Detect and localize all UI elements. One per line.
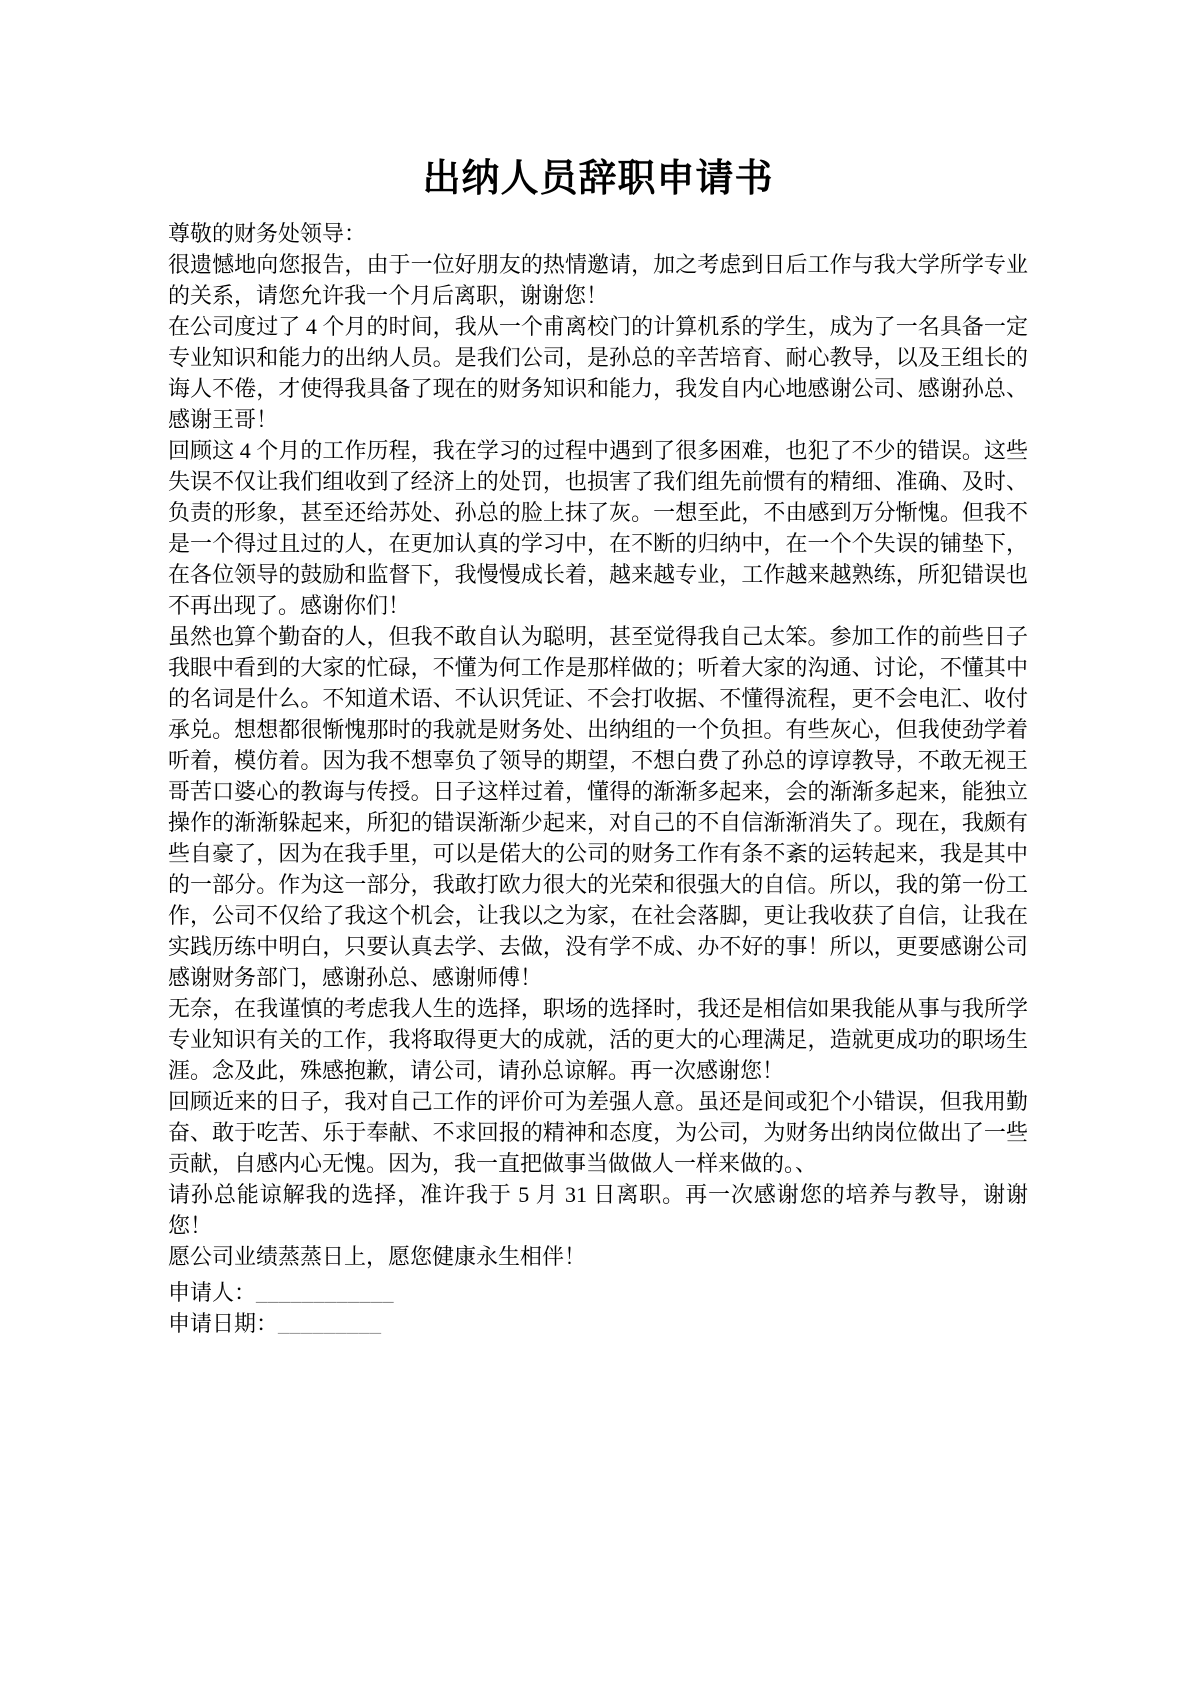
paragraph-3: 回顾这 4 个月的工作历程，我在学习的过程中遇到了很多困难，也犯了不少的错误。这些失误不仅让我们组收到了经济上的处罚，也损害了我们组先前惯有的精细、准确、及时、负责的形象，甚至还给苏处、孙总的脸上抹了灰。一想至此，不由感到万分惭愧。但我不是一个得过且过的人，在更加认真的学习中，在不断的归纳中，在一个个失误的铺垫下，在各位领导的鼓励和监督下，我慢慢成长着，越来越专业，工作越来越熟练，所犯错误也不再出现了。感谢你们！ xyxy=(168,438,1028,618)
paragraph-4: 虽然也算个勤奋的人，但我不敢自认为聪明，甚至觉得我自己太笨。参加工作的前些日子我眼中看到的大家的忙碌，不懂为何工作是那样做的；听着大家的沟通、讨论，不懂其中的名词是什么。不知道术语、不认识凭证、不会打收据、不懂得流程，更不会电汇、收付承兑。想想都很惭愧那时的我就是财务处、出纳组的一个负担。有些灰心，但我使劲学着听着，模仿着。因为我不想辜负了领导的期望，不想白费了孙总的谆谆教导，不敢无视王哥苦口婆心的教诲与传授。日子这样过着，懂得的渐渐多起来，会的渐渐多起来，能独立操作的渐渐躲起来，所犯的错误渐渐少起来，对自己的不自信渐渐消失了。现在，我颇有些自豪了，因为在我手里，可以是偌大的公司的财务工作有条不紊的运转起来，我是其中的一部分。作为这一部分，我敢打欧力很大的光荣和很强大的自信。所以，我的第一份工作，公司不仅给了我这个机会，让我以之为家，在社会落脚，更让我收获了自信，让我在实践历练中明白，只要认真去学、去做，没有学不成、办不好的事！所以，更要感谢公司感谢财务部门，感谢孙总、感谢师傅！ xyxy=(168,624,1028,990)
paragraph-6: 回顾近来的日子，我对自己工作的评价可为差强人意。虽还是间或犯个小错误，但我用勤奋、敢于吃苦、乐于奉献、不求回报的精神和态度，为公司，为财务出纳岗位做出了一些贡献，自感内心无愧。因为，我一直把做事当做做人一样来做的。、 xyxy=(168,1089,1028,1176)
paragraph-7: 请孙总能谅解我的选择，准许我于 5 月 31 日离职。再一次感谢您的培养与教导，谢谢您！ xyxy=(168,1182,1028,1238)
applicant-row xyxy=(168,1277,1028,1308)
date-blank-line: _________ xyxy=(278,1311,382,1336)
applicant-label: 申请人： xyxy=(168,1280,257,1305)
applicant-blank-line: ____________ xyxy=(256,1280,395,1305)
date-label: 申请日期： xyxy=(168,1311,279,1336)
salutation: 尊敬的财务处领导： xyxy=(168,221,367,246)
paragraph-5: 无奈，在我谨慎的考虑我人生的选择，职场的选择时，我还是相信如果我能从事与我所学专业知识有关的工作，我将取得更大的成就，活的更大的心理满足，造就更成功的职场生涯。念及此，殊感抱歉，请公司，请孙总谅解。再一次感谢您！ xyxy=(168,996,1028,1083)
document-content xyxy=(168,156,1028,1339)
paragraph-8: 愿公司业绩蒸蒸日上，愿您健康永生相伴！ xyxy=(168,1244,587,1269)
date-row xyxy=(168,1308,1028,1339)
paragraph-2: 在公司度过了 4 个月的时间，我从一个甫离校门的计算机系的学生，成为了一名具备一定专业知识和能力的出纳人员。是我们公司，是孙总的辛苦培育、耐心教导，以及王组长的诲人不倦，才使得我具备了现在的财务知识和能力，我发自内心地感谢公司、感谢孙总、感谢王哥！ xyxy=(168,314,1028,432)
document-title: 出纳人员辞职申请书 xyxy=(422,158,774,200)
paragraph-1: 很遗憾地向您报告，由于一位好朋友的热情邀请，加之考虑到日后工作与我大学所学专业的关系，请您允许我一个月后离职，谢谢您！ xyxy=(168,252,1028,308)
